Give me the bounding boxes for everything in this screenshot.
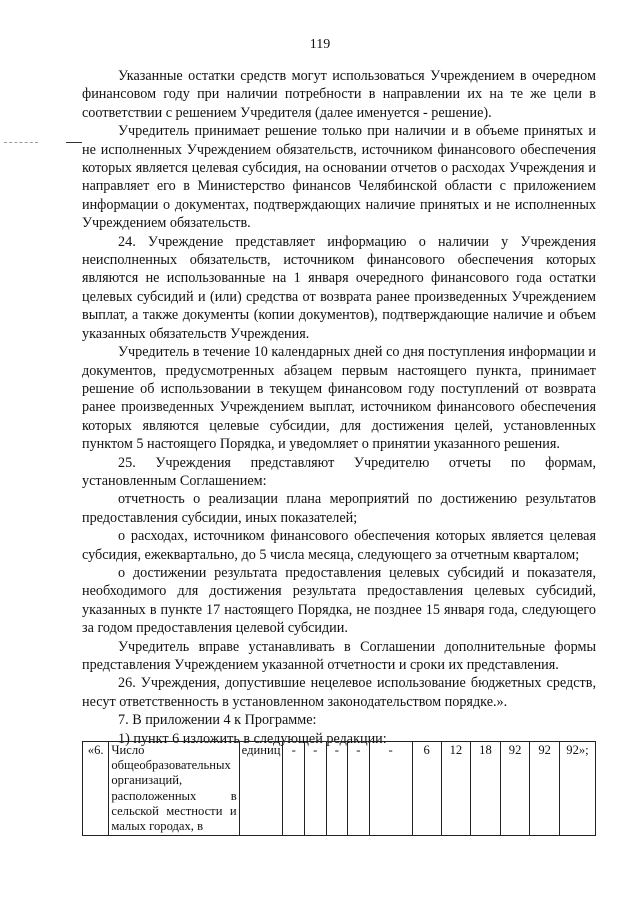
indicator-table bbox=[82, 741, 596, 836]
value-cell: 92 bbox=[500, 742, 530, 836]
paragraph: 25. Учреждения представляют Учредителю отчеты по формам, установленным Соглашением: bbox=[82, 454, 596, 489]
value-cell: 18 bbox=[471, 742, 501, 836]
paragraph: 7. В приложении 4 к Программе: bbox=[118, 712, 317, 729]
paragraph: 24. Учреждение представляет информацию о наличии у Учреждения неисполненных обязательств, источником финансового обеспечения которых являются не использованные на 1 января очередного финансового года остатки целевых субсидий и (или) средства от возврата ранее произведенных Учреждением выплат, а также документы (копии документов), подтверждающие наличие и объем указанных обязательств Учреждения. bbox=[82, 233, 596, 342]
paragraph: 1) пункт 6 изложить в следующей редакции: bbox=[118, 730, 387, 747]
paragraph: Учредитель вправе устанавливать в Соглашении дополнительные формы представления Учреждением указанной отчетности и сроки их представления. bbox=[82, 638, 596, 673]
value-cell: - bbox=[304, 742, 326, 836]
paragraph: Учредитель в течение 10 календарных дней со дня поступления информации и документов, предусмотренных абзацем первым настоящего пункта, принимает решение об использовании в текущем финансовом году поступлений от возврата ранее произведенных Учреждением выплат, источником финансового обеспечения которых являются целевые субсидии, для достижения целей, установленных пунктом 5 настоящего Порядка, и уведомляет о принятии указанного решения. bbox=[82, 344, 597, 453]
paragraph: отчетность о реализации плана мероприятий по достижению результатов предоставления субсидии, иных показателей; bbox=[82, 491, 596, 526]
paragraph: Учредитель принимает решение только при наличии и в объеме принятых и не исполненных Учреждением обязательств, источником финансового обеспечения которых является целевая субсидия, на основании отчетов о расходах Учреждения и направляет его в Министерство финансов Челябинской области с приложением информации о документах, подтверждающих наличие принятых и не исполненных Учреждением обязательств. bbox=[82, 123, 596, 232]
value-cell: - bbox=[326, 742, 348, 836]
table-row bbox=[83, 742, 596, 836]
value-cell: - bbox=[283, 742, 305, 836]
value-cell: 6 bbox=[412, 742, 441, 836]
value-cell: 92 bbox=[530, 742, 560, 836]
paragraph: о расходах, источником финансового обеспечения которых является целевая субсидия, ежеквартально, до 5 числа месяца, следующего за отчетным кварталом; bbox=[82, 528, 596, 563]
document-body bbox=[82, 67, 596, 748]
paragraph: о достижении результата предоставления целевых субсидий и показателя, необходимого для достижения результата предоставления целевых субсидий, указанных в пункте 17 настоящего Порядка, не позднее 15 января года, следующего за годом предоставления целевой субсидии. bbox=[82, 564, 596, 637]
paragraph: Указанные остатки средств могут использоваться Учреждением в очередном финансовом году при наличии потребности в направлении их на те же цели в соответствии с решением Учредителя (далее именуется - решение). bbox=[82, 68, 596, 121]
scan-artifact-dash bbox=[66, 142, 82, 143]
unit-cell: единиц bbox=[239, 742, 283, 836]
page-number: 119 bbox=[309, 37, 331, 52]
indicator-name: Число общеобразовательных организаций, расположенных в сельской местности и малых городах, в bbox=[109, 742, 239, 836]
value-cell: - bbox=[369, 742, 412, 836]
value-cell: 12 bbox=[441, 742, 471, 836]
scan-artifact-line bbox=[4, 142, 38, 143]
paragraph: 26. Учреждения, допустившие нецелевое использование бюджетных средств, несут ответственность в установленном законодательством порядке.». bbox=[82, 675, 596, 710]
row-number: «6. bbox=[83, 742, 109, 836]
value-cell: - bbox=[348, 742, 370, 836]
value-cell: 92»; bbox=[559, 742, 595, 836]
